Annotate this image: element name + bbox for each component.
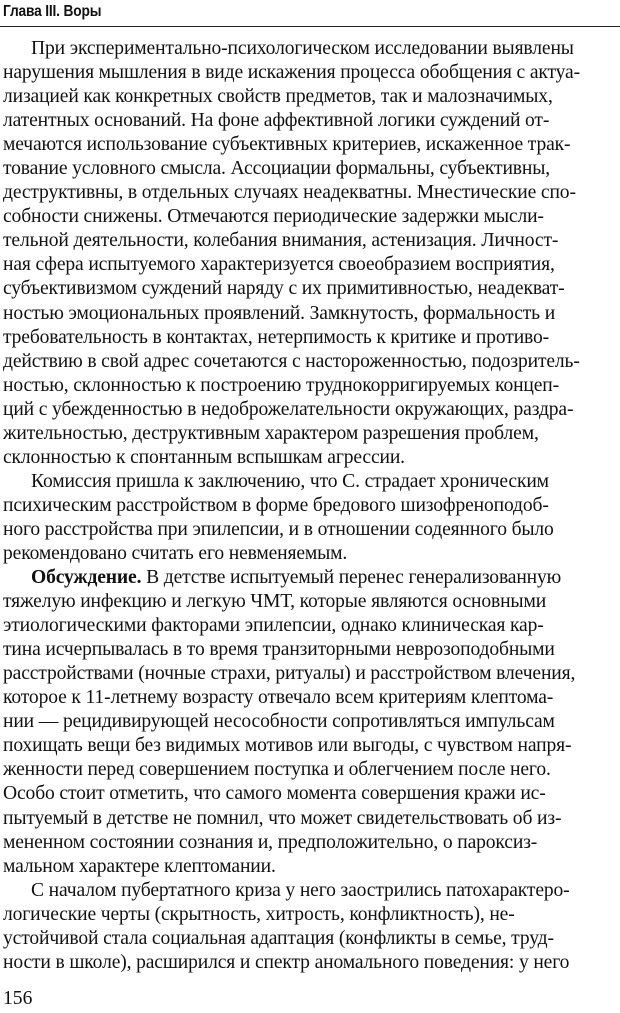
text-line <box>3 205 618 229</box>
line-text: нии — рецидивирующей несособности сопротивляться импульсам <box>3 711 555 733</box>
text-line <box>3 157 618 181</box>
text-line <box>3 37 618 61</box>
text-line <box>3 229 618 253</box>
line-text: ностью эмоциональных проявлений. Замкнутость, формальность и <box>3 302 556 324</box>
line-text: жительностью, деструктивным характером разрешения проблем, <box>3 422 539 444</box>
text-line <box>3 879 618 903</box>
header-rule <box>0 26 620 27</box>
line-text: расстройствами (ночные страхи, ритуалы) и расстройством влечения, <box>3 663 576 685</box>
line-text: ная сфера испытуемого характеризуется своеобразием восприятия, <box>3 254 555 276</box>
line-text: этиологическими факторами эпилепсии, однако клиническая кар- <box>3 615 544 637</box>
line-text: женности перед совершением поступка и облегчением после него. <box>3 759 551 781</box>
text-line <box>3 470 618 494</box>
text-line <box>3 614 618 638</box>
line-text: рекомендовано считать его невменяемым. <box>3 542 348 564</box>
text-line <box>3 734 618 758</box>
line-text: которое к 11-летнему возрасту отвечало всем критериям клептома- <box>3 687 554 709</box>
text-line <box>3 782 618 806</box>
text-line <box>3 181 618 205</box>
line-text: деструктивны, в отдельных случаях неадекватны. Мнестические спо- <box>3 182 576 204</box>
line-text: ности в школе), расширился и спектр аномального поведения: у него <box>3 951 570 973</box>
line-text: собности снижены. Отмечаются периодические задержки мысли- <box>3 206 544 228</box>
running-head: Глава III. Воры <box>3 3 102 20</box>
line-text: склонностью к спонтанным вспышкам агрессии. <box>3 446 405 468</box>
line-text: пытуемый в детстве не помнил, что может свидетельствовать об из- <box>3 807 562 829</box>
line-text: психическим расстройством в форме бредового шизофреноподоб- <box>3 494 549 516</box>
line-text: нарушения мышления в виде искажения процесса обобщения с актуа- <box>3 62 580 84</box>
paragraph <box>3 566 618 879</box>
text-line <box>3 494 618 518</box>
line-text: латентных оснований. На фоне аффективной логики суждений от- <box>3 110 550 132</box>
text-line <box>3 446 618 470</box>
text-line <box>3 662 618 686</box>
text-line <box>3 422 618 446</box>
text-line <box>3 855 618 879</box>
text-line <box>3 277 618 301</box>
text-line <box>3 710 618 734</box>
line-text: мененном состоянии сознания и, предположительно, о пароксиз- <box>3 831 538 853</box>
line-text: похищать вещи без видимых мотивов или выгоды, с чувством напря- <box>3 735 572 757</box>
text-line <box>3 253 618 277</box>
line-text: Комиссия пришла к заключению, что С. страдает хроническим <box>31 470 549 492</box>
text-line <box>3 350 618 374</box>
body-text <box>3 37 618 975</box>
text-line <box>3 638 618 662</box>
text-line <box>3 903 618 927</box>
line-text: тельной деятельности, колебания внимания, астенизация. Личност- <box>3 230 559 252</box>
line-text: логические черты (скрытность, хитрость, конфликтность), не- <box>3 903 515 925</box>
line-text: тяжелую инфекцию и легкую ЧМТ, которые являются основными <box>3 591 547 613</box>
paragraph <box>3 879 618 975</box>
line-text: мальном характере клептомании. <box>3 855 276 877</box>
text-line <box>3 302 618 326</box>
line-text: тина исчерпывалась в то время транзиторными неврозоподобными <box>3 639 555 661</box>
run-in-heading: Обсуждение. <box>31 567 142 589</box>
text-line <box>3 518 618 542</box>
paragraph <box>3 37 618 470</box>
text-line <box>3 374 618 398</box>
line-text: С началом пубертатного криза у него заострились патохарактеро- <box>31 879 570 901</box>
text-line <box>3 85 618 109</box>
text-line <box>3 133 618 157</box>
line-text: действию в свой адрес сочетаются с настороженностью, подозритель- <box>3 350 580 372</box>
line-text: В детстве испытуемый перенес генерализованную <box>141 567 562 589</box>
text-line <box>3 542 618 566</box>
line-text: ностью, склонностью к построению труднокорригируемых концеп- <box>3 374 560 396</box>
text-line <box>3 326 618 350</box>
text-line <box>3 807 618 831</box>
line-text: При экспериментально-психологическом исследовании выявлены <box>31 38 574 59</box>
line-text: тование условного смысла. Ассоциации формальны, субъективны, <box>3 158 550 180</box>
line-text: ного расстройства при эпилепсии, и в отношении содеянного было <box>3 518 554 540</box>
text-line <box>3 686 618 710</box>
page-number: 156 <box>3 988 33 1009</box>
line-text: Особо стоит отметить, что самого момента совершения кражи ис- <box>3 783 546 805</box>
text-line <box>3 927 618 951</box>
line-text: лизацией как конкретных свойств предметов, так и малозначимых, <box>3 86 553 108</box>
text-line <box>3 109 618 133</box>
line-text: устойчивой стала социальная адаптация (конфликты в семье, труд- <box>3 927 554 949</box>
paragraph <box>3 470 618 566</box>
text-line <box>3 61 618 85</box>
text-line <box>3 758 618 782</box>
line-text: мечаются использование субъективных критериев, искаженное трак- <box>3 134 571 156</box>
line-text: ций с убежденностью в недоброжелательности окружающих, раздра- <box>3 398 574 420</box>
text-line <box>3 566 618 590</box>
text-line <box>3 831 618 855</box>
line-text: субъективизмом суждений наряду с их примитивностью, неадекват- <box>3 278 565 300</box>
text-line <box>3 590 618 614</box>
text-line <box>3 951 618 975</box>
text-line <box>3 398 618 422</box>
line-text: требовательность в контактах, нетерпимость к критике и противо- <box>3 326 550 348</box>
